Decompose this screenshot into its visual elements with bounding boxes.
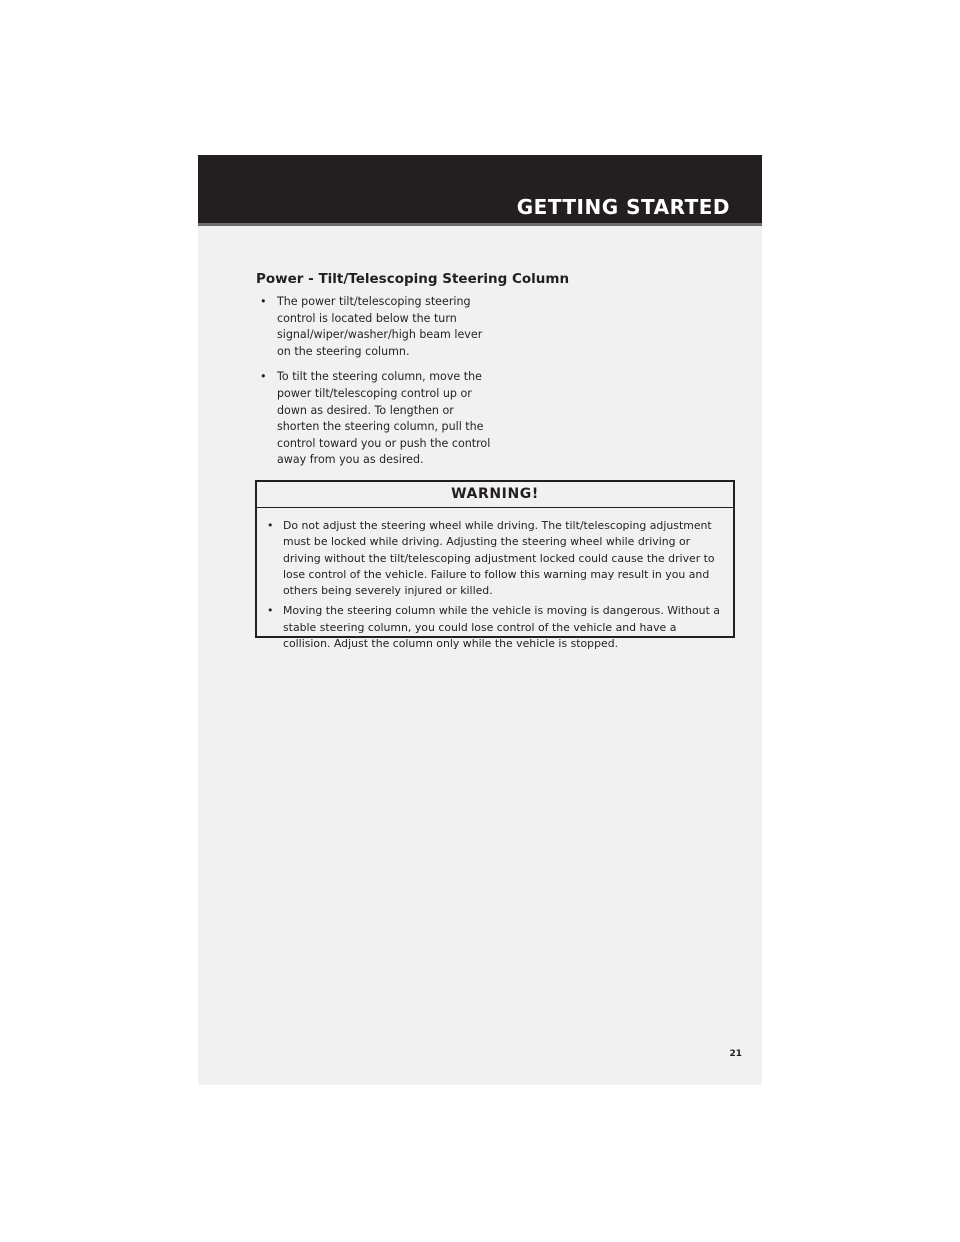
list-item xyxy=(256,369,496,469)
manual-page xyxy=(198,155,762,1085)
warning-box xyxy=(255,480,735,651)
list-item xyxy=(265,603,727,652)
chapter-title: GETTING STARTED xyxy=(516,195,730,219)
bullet-icon: • xyxy=(260,370,267,384)
section-heading: Power - Tilt/Telescoping Steering Column xyxy=(256,271,570,287)
warning-title: WARNING! xyxy=(257,482,733,508)
bullet-icon: • xyxy=(267,519,274,532)
warning-item-text: Do not adjust the steering wheel while driving. The tilt/telescoping adjustment must be locked while driving. Adjusting the steering wheel while driving or driving without the tilt/telescoping adjustment locked could cause the driver to lose control of the vehicle. Failure to follow this warning may result in you and others being severely injured or killed. xyxy=(283,519,715,598)
bullet-icon: • xyxy=(260,295,267,308)
bullet-icon: • xyxy=(267,604,274,618)
list-item xyxy=(265,518,727,599)
list-item-text: To tilt the steering column, move the power tilt/telescoping control up or down as desired. To lengthen or shorten the steering column, pull the control toward you or push the control away from you as desired. xyxy=(277,370,491,467)
section-bullet-list xyxy=(256,294,496,478)
header-bar xyxy=(198,155,762,226)
list-item-text: The power tilt/telescoping steering control is located below the turn signal/wiper/washer/high beam lever on the steering column. xyxy=(277,295,483,358)
page-number: 21 xyxy=(729,1049,742,1059)
warning-list xyxy=(265,518,727,656)
warning-item-text: Moving the steering column while the vehicle is moving is dangerous. Without a stable steering column, you could lose control of the vehicle and have a collision. Adjust the column only while the vehicle is stopped. xyxy=(283,604,720,651)
list-item xyxy=(256,294,496,360)
